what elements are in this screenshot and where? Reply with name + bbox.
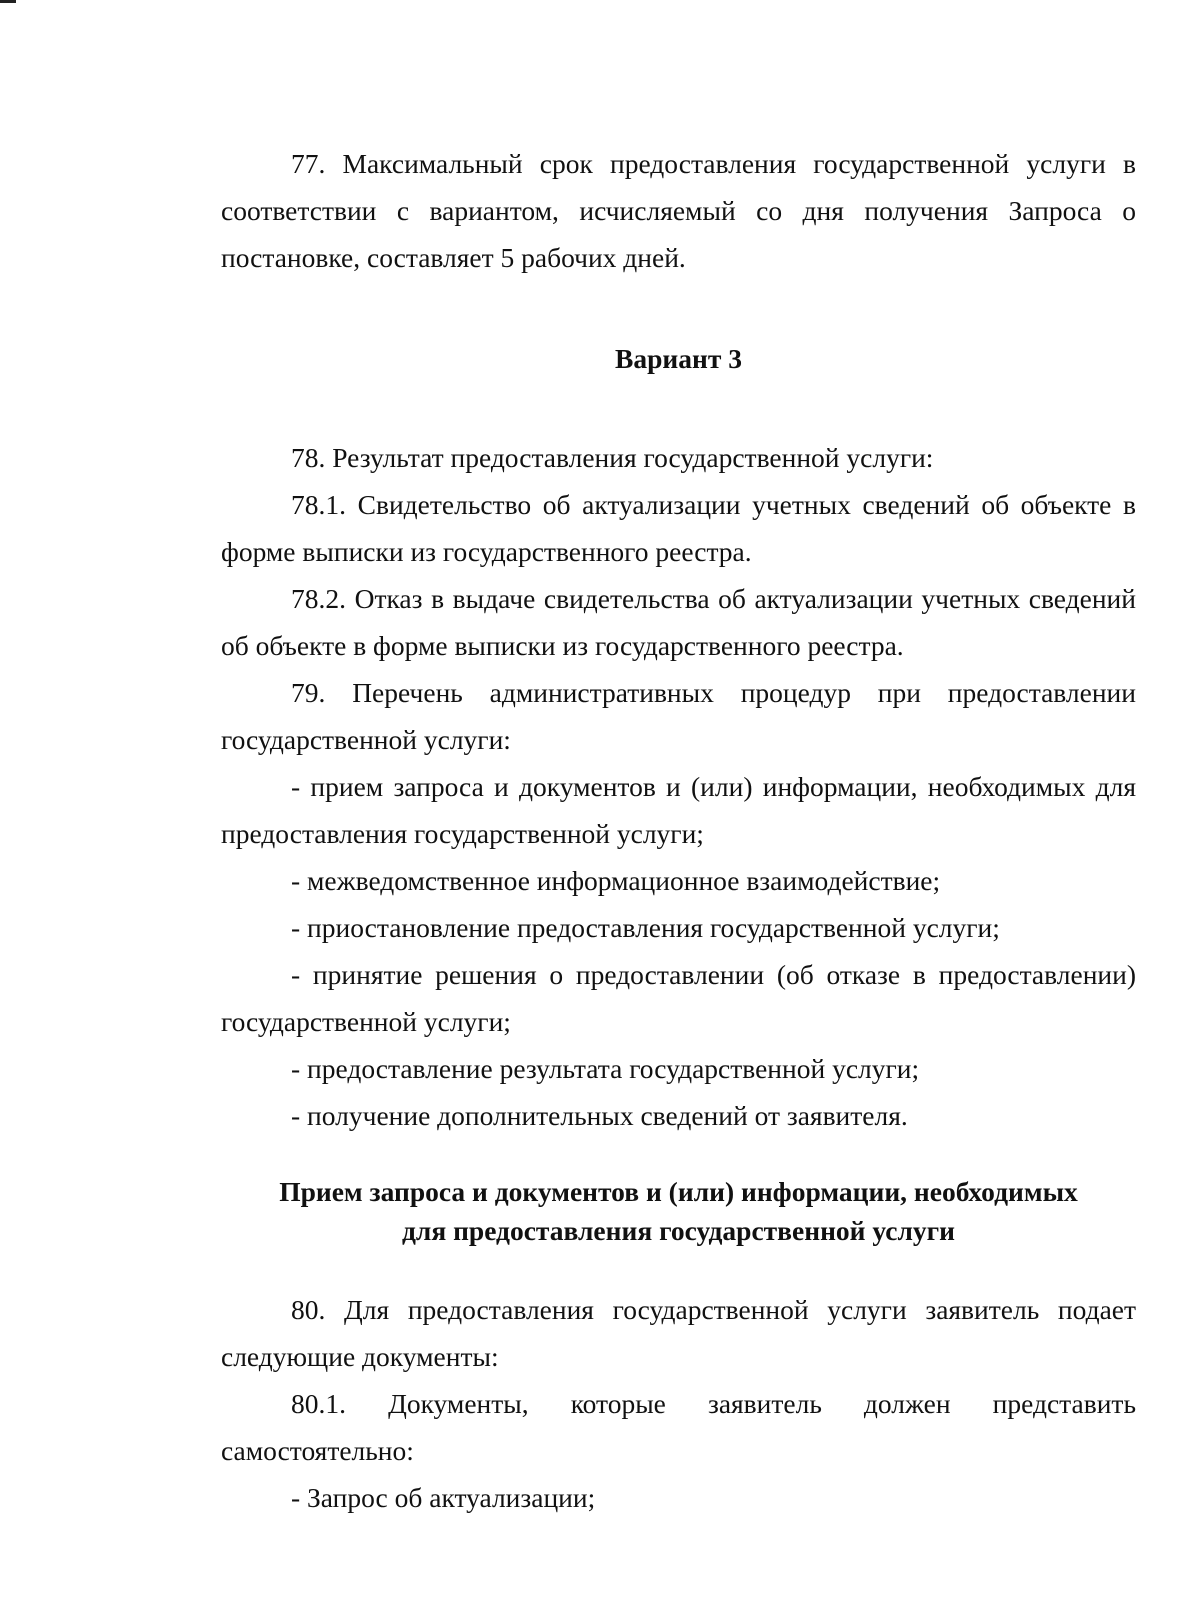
list-item: - прием запроса и документов и (или) информации, необходимых для предоставления государственной услуги; xyxy=(221,771,1136,849)
paragraph-80: 80. Для предоставления государственной услуги заявитель подает следующие документы: xyxy=(221,1294,1136,1372)
list-item: - получение дополнительных сведений от заявителя. xyxy=(291,1100,908,1131)
list-item: - принятие решения о предоставлении (об отказе в предоставлении) государственной услуги; xyxy=(221,959,1136,1037)
section-heading xyxy=(221,1172,1136,1250)
variant-heading: Вариант 3 xyxy=(615,343,742,374)
paragraph-79: 79. Перечень административных процедур при предоставлении государственной услуги: xyxy=(221,677,1136,755)
paragraph-78-2: 78.2. Отказ в выдаче свидетельства об актуализации учетных сведений об объекте в форме выписки из государственного реестра. xyxy=(221,583,1136,661)
paragraph-78-1: 78.1. Свидетельство об актуализации учетных сведений об объекте в форме выписки из государственного реестра. xyxy=(221,489,1136,567)
paragraph-78: 78. Результат предоставления государственной услуги: xyxy=(291,442,934,473)
section-heading-line-1: Прием запроса и документов и (или) информации, необходимых xyxy=(279,1176,1078,1207)
section-heading-line-2: для предоставления государственной услуги xyxy=(401,1215,956,1246)
list-item: - Запрос об актуализации; xyxy=(291,1482,596,1513)
document-page xyxy=(221,140,1136,1521)
list-item: - межведомственное информационное взаимодействие; xyxy=(291,865,941,896)
list-item: - предоставление результата государственной услуги; xyxy=(291,1053,920,1084)
scan-corner-mark xyxy=(0,0,16,3)
paragraph-80-1: 80.1. Документы, которые заявитель должен представить самостоятельно: xyxy=(221,1388,1136,1466)
list-item: - приостановление предоставления государственной услуги; xyxy=(291,912,1000,943)
paragraph-77: 77. Максимальный срок предоставления государственной услуги в соответствии с вариантом, исчисляемый со дня получения Запроса о постановке, составляет 5 рабочих дней. xyxy=(221,148,1136,273)
